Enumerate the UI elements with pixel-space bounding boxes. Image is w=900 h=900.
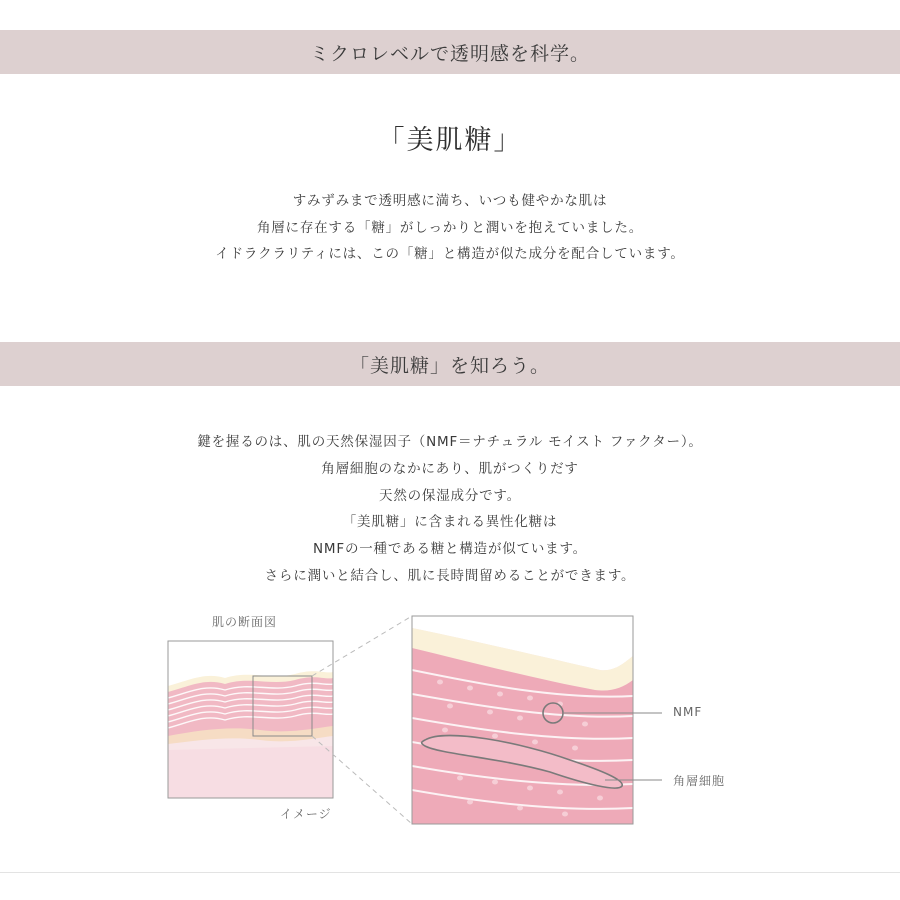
nmf-line: NMFの一種である糖と構造が似ています。 (313, 541, 587, 558)
nmf-line: さらに潤いと結合し、肌に長時間留めることができます。 (264, 567, 636, 584)
nmf-label: NMF (673, 705, 703, 719)
intro-line: すみずみまで透明感に満ち、いつも健やかな肌は (292, 193, 608, 209)
nmf-paragraph (0, 429, 900, 590)
corneocyte-label: 角層細胞 (673, 774, 726, 788)
nmf-line: 角層細胞のなかにあり、肌がつくりだす (321, 460, 579, 477)
skin-section-label: 肌の断面図 (212, 615, 278, 629)
skin-cross-section-diagram (0, 600, 900, 840)
bottom-divider (0, 872, 900, 873)
nmf-line: 天然の保湿成分です。 (379, 487, 521, 504)
section-heading-band (0, 342, 900, 386)
page-title: 「美肌糖」 (377, 125, 523, 156)
image-note-label: イメージ (280, 807, 332, 821)
nmf-line: 「美肌糖」に含まれる異性化糖は (342, 514, 558, 531)
skin-section-enlarged (412, 616, 633, 824)
section-heading-band (0, 30, 900, 74)
intro-line: イドラクラリティには、この「糖」と構造が似た成分を配合しています。 (215, 246, 685, 262)
intro-paragraph (0, 188, 900, 268)
nmf-line: 鍵を握るのは、肌の天然保湿因子（NMF＝ナチュラル モイスト ファクター）。 (197, 434, 703, 450)
section-heading: ミクロレベルで透明感を科学。 (309, 42, 590, 65)
section-heading: 「美肌糖」を知ろう。 (349, 354, 550, 377)
skin-section-small (168, 641, 333, 798)
intro-line: 角層に存在する「糖」がしっかりと潤いを抱えていました。 (256, 219, 644, 236)
